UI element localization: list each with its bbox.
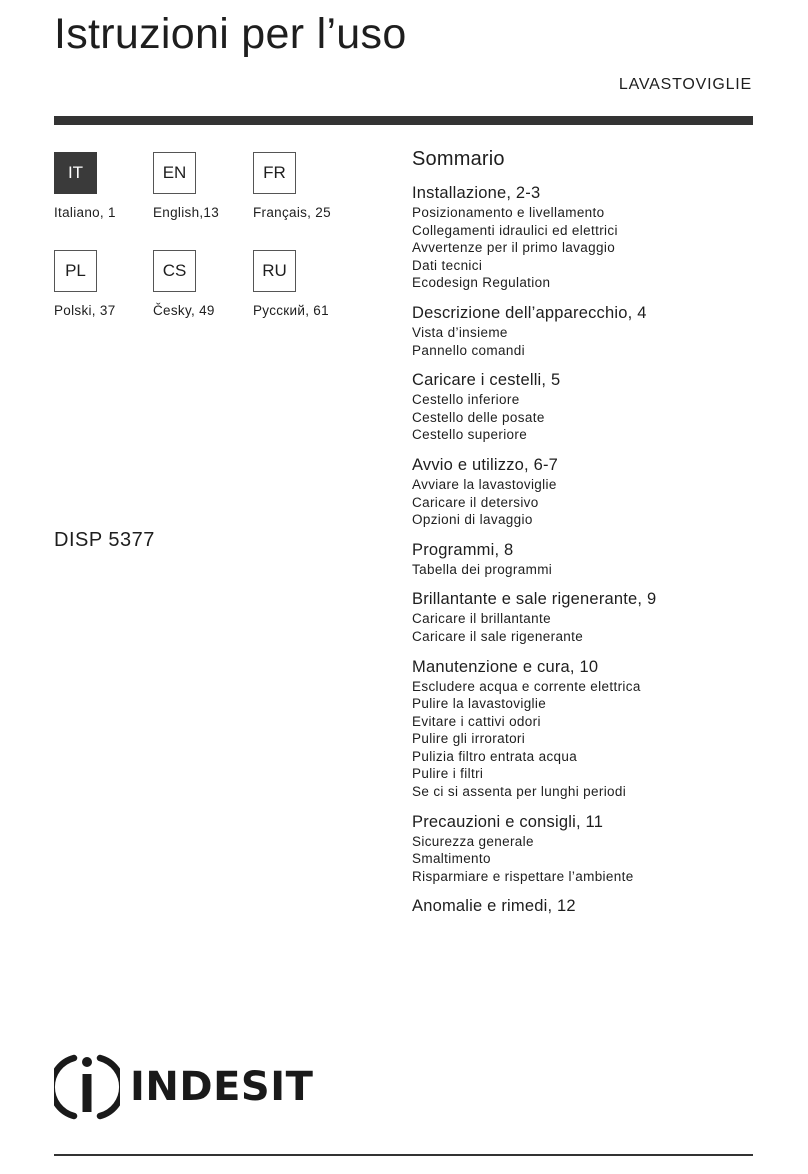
toc-section-title[interactable]: Manutenzione e cura, 10 bbox=[412, 657, 599, 676]
toc-item[interactable]: Cestello inferiore bbox=[412, 392, 520, 408]
language-label: English,13 bbox=[153, 205, 220, 220]
header-rule bbox=[54, 116, 753, 125]
brand-logo bbox=[54, 1052, 313, 1122]
toc-item[interactable]: Cestello delle posate bbox=[412, 409, 545, 425]
toc-section-title[interactable]: Descrizione dell’apparecchio, 4 bbox=[412, 303, 647, 322]
toc-item[interactable]: Pannello comandi bbox=[412, 342, 525, 358]
product-category: LAVASTOVIGLIE bbox=[618, 76, 752, 93]
toc-item[interactable]: Avviare la lavastoviglie bbox=[412, 476, 557, 492]
toc-item[interactable]: Risparmiare e rispettare l’ambiente bbox=[412, 868, 634, 884]
toc-item[interactable]: Opzioni di lavaggio bbox=[412, 512, 533, 528]
language-option-ru[interactable] bbox=[253, 250, 348, 318]
toc-item[interactable]: Se ci si assenta per lunghi periodi bbox=[412, 784, 627, 800]
toc-item[interactable]: Pulizia filtro entrata acqua bbox=[412, 748, 578, 764]
toc-section bbox=[412, 183, 757, 292]
toc-section-list bbox=[412, 183, 757, 917]
language-label: Italiano, 1 bbox=[54, 205, 116, 220]
language-label: Polski, 37 bbox=[54, 303, 116, 318]
toc-heading: Sommario bbox=[412, 148, 505, 170]
toc-section bbox=[412, 303, 757, 359]
toc-item[interactable]: Vista d’insieme bbox=[412, 324, 508, 340]
toc-item[interactable]: Avvertenze per il primo lavaggio bbox=[412, 240, 616, 256]
toc-section bbox=[412, 657, 757, 801]
toc-item[interactable]: Tabella dei programmi bbox=[412, 561, 553, 577]
toc-item[interactable]: Pulire gli irroratori bbox=[412, 731, 526, 747]
language-code-box[interactable]: RU bbox=[253, 250, 296, 292]
language-label: Русский, 61 bbox=[253, 303, 329, 318]
language-option-en[interactable] bbox=[153, 152, 248, 220]
toc-item[interactable]: Pulire la lavastoviglie bbox=[412, 696, 547, 712]
model-number: DISP 5377 bbox=[54, 529, 155, 551]
language-option-pl[interactable] bbox=[54, 250, 149, 318]
language-option-cs[interactable] bbox=[153, 250, 248, 318]
toc-item[interactable]: Smaltimento bbox=[412, 851, 491, 867]
language-code-box[interactable]: PL bbox=[54, 250, 97, 292]
brand-name: INDESIT bbox=[130, 1064, 314, 1110]
toc-section-title[interactable]: Anomalie e rimedi, 12 bbox=[412, 897, 576, 916]
language-code-box[interactable]: EN bbox=[153, 152, 196, 194]
toc-item[interactable]: Collegamenti idraulici ed elettrici bbox=[412, 222, 618, 238]
toc-section-title[interactable]: Caricare i cestelli, 5 bbox=[412, 371, 561, 390]
toc-item[interactable]: Dati tecnici bbox=[412, 257, 483, 273]
table-of-contents bbox=[412, 148, 757, 928]
indesit-i-logo-icon bbox=[54, 1052, 120, 1122]
toc-item[interactable]: Sicurezza generale bbox=[412, 833, 534, 849]
toc-item[interactable]: Pulire i filtri bbox=[412, 766, 484, 782]
toc-section-title[interactable]: Programmi, 8 bbox=[412, 540, 514, 559]
language-option-fr[interactable] bbox=[253, 152, 348, 220]
toc-section bbox=[412, 455, 757, 529]
language-label: Français, 25 bbox=[253, 205, 331, 220]
toc-item[interactable]: Evitare i cattivi odori bbox=[412, 713, 541, 729]
toc-section-title[interactable]: Avvio e utilizzo, 6-7 bbox=[412, 455, 559, 474]
toc-item[interactable]: Caricare il sale rigenerante bbox=[412, 628, 584, 644]
language-code-box[interactable]: CS bbox=[153, 250, 196, 292]
toc-section bbox=[412, 370, 757, 444]
footer-rule bbox=[54, 1154, 753, 1156]
toc-item[interactable]: Ecodesign Regulation bbox=[412, 275, 551, 291]
toc-section bbox=[412, 540, 757, 579]
toc-item[interactable]: Escludere acqua e corrente elettrica bbox=[412, 678, 641, 694]
language-option-it[interactable] bbox=[54, 152, 149, 220]
language-label: Česky, 49 bbox=[153, 303, 215, 318]
toc-item[interactable]: Cestello superiore bbox=[412, 427, 528, 443]
toc-item[interactable]: Caricare il detersivo bbox=[412, 494, 539, 510]
toc-section-title[interactable]: Precauzioni e consigli, 11 bbox=[412, 812, 604, 831]
toc-item[interactable]: Caricare il brillantante bbox=[412, 611, 551, 627]
language-code-box[interactable]: IT bbox=[54, 152, 97, 194]
language-code-box[interactable]: FR bbox=[253, 152, 296, 194]
toc-section bbox=[412, 896, 757, 917]
page-title: Istruzioni per l’uso bbox=[54, 10, 407, 58]
toc-item[interactable]: Posizionamento e livellamento bbox=[412, 205, 605, 220]
toc-section-title[interactable]: Installazione, 2-3 bbox=[412, 184, 541, 202]
toc-section bbox=[412, 589, 757, 645]
toc-section-title[interactable]: Brillantante e sale rigenerante, 9 bbox=[412, 590, 657, 609]
toc-section bbox=[412, 812, 757, 886]
